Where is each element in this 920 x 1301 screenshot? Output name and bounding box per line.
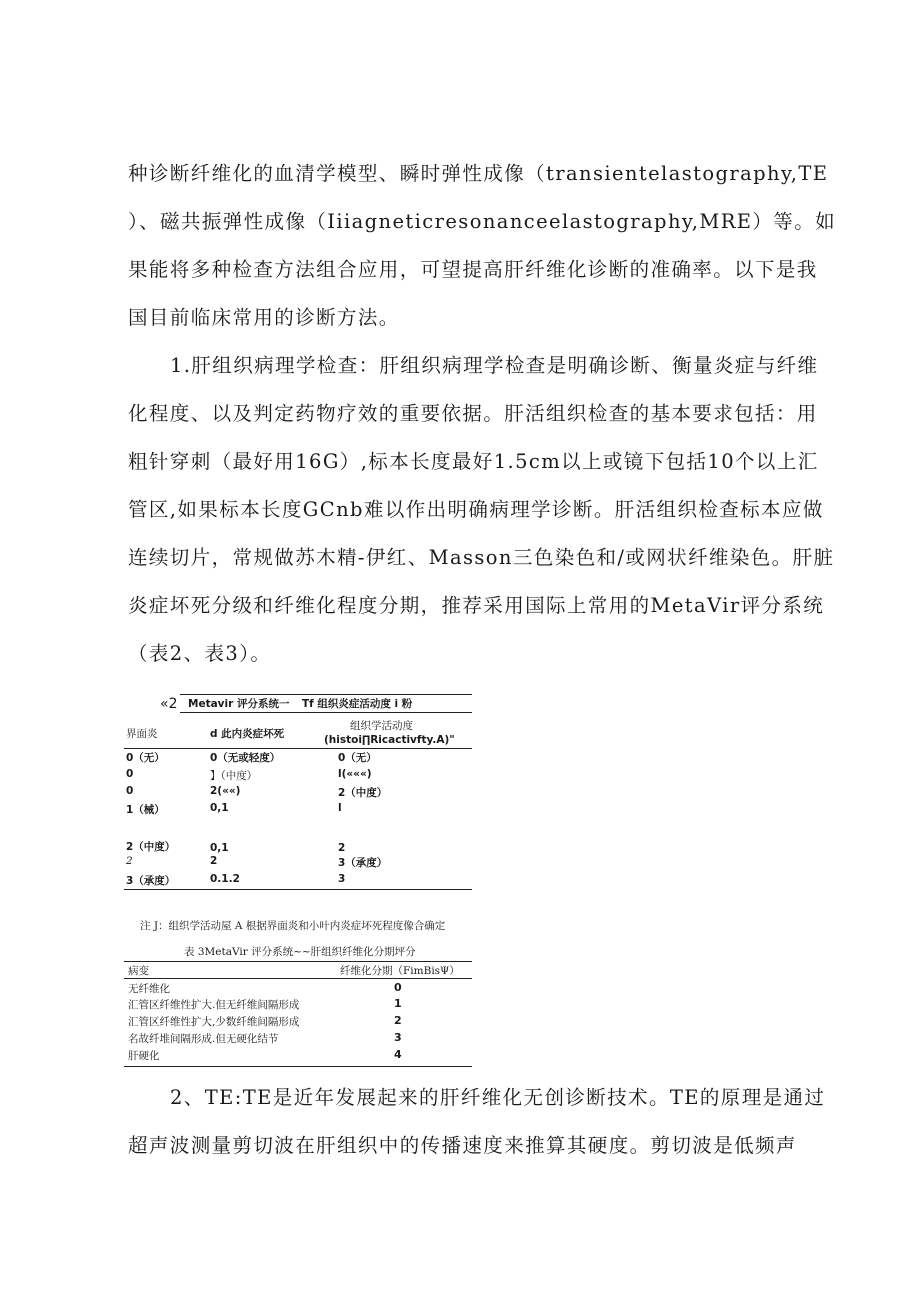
- header-rule: [124, 978, 472, 979]
- header-cell: 纤维化分期（FimBisΨ）: [340, 965, 460, 977]
- table-cell: 4: [394, 1048, 402, 1061]
- table-cell: 2: [126, 855, 133, 867]
- table-cell: 】（中度）: [210, 770, 258, 782]
- text-line: 炎症坏死分级和纤维化程度分期，推荐采用国际上常用的MetaVir评分系统: [128, 594, 825, 617]
- table-cell: 3（承度）: [126, 875, 176, 887]
- table-cell: 2: [210, 855, 218, 867]
- text-line: 种诊断纤维化的血清学模型、瞬时弹性成像（transientelastography,TE: [128, 162, 829, 185]
- text-line: 连续切片，常规做苏木精-伊红、Masson三色染色和/或网状纤维染色。肝脏: [128, 546, 835, 569]
- header-cell: 组织学活动度: [350, 720, 413, 732]
- text-line: （表2、表3）。: [128, 642, 272, 665]
- bottom-rule: [124, 1066, 472, 1067]
- text-line: 2、TE:TE是近年发展起来的肝纤维化无创诊断技术。TE的原理是通过: [170, 1086, 826, 1109]
- paragraph-te: [128, 1074, 826, 1170]
- text-line: 果能将多种检查方法组合应用，可望提高肝纤维化诊断的准确率。以下是我: [128, 258, 818, 281]
- table-cell: 0,1: [210, 802, 229, 814]
- text-line: 管区,如果标本长度GCnb难以作出明确病理学诊断。肝活组织检查标本应做: [128, 498, 824, 521]
- header-cell: (histoi∏Ricactivfty.A)": [324, 734, 455, 746]
- paragraph-intro: [128, 150, 837, 342]
- header-cell: d 此内炎症坏死: [210, 728, 285, 740]
- table-cell: 汇管区纤维性扩大,少数纤维间隔形成: [128, 1016, 300, 1028]
- top-rule: [124, 961, 472, 962]
- header-cell: 病变: [128, 965, 149, 977]
- caption-title: Metavir 评分系统一: [188, 698, 290, 710]
- table-cell: 0.1.2: [210, 873, 240, 885]
- table-caption: 表 3MetaVir 评分系统~~肝组织纤维化分期坪分: [184, 946, 416, 958]
- table-cell: 2（中度）: [338, 787, 388, 799]
- table-cell: 3（承度）: [338, 857, 388, 869]
- table-cell: 0（无或轻度）: [210, 752, 281, 764]
- table-cell: 0: [126, 785, 134, 797]
- table-note: 注 J：组织学活动屋 A 根据界面炎和小叶内炎症坏死程度像合确定: [140, 920, 446, 932]
- table-cell: 1: [394, 997, 402, 1010]
- table-cell: 0: [394, 981, 402, 994]
- body-rule: [124, 748, 472, 749]
- text-line: 化程度、以及判定药物疗效的重要依据。肝活组织检查的基本要求包括：用: [128, 402, 818, 425]
- table-cell: 汇管区纤维性扩大.但无纤维间隔形成: [128, 999, 300, 1011]
- text-line: 国目前临床常用的诊断方法。: [128, 306, 400, 329]
- table-cell: 0（无）: [338, 752, 377, 764]
- header-rule: [180, 712, 472, 713]
- bottom-rule: [124, 889, 472, 890]
- table-cell: 2: [338, 842, 346, 854]
- table-cell: 无纤维化: [128, 983, 170, 995]
- table-caption: [124, 692, 472, 712]
- caption-subtitle: Tf 组织炎症活动度 i 粉: [302, 698, 413, 710]
- table-cell: 3: [394, 1031, 402, 1044]
- text-line: 粗针穿刺（最好用16G）,标本长度最好1.5cm以上或镜下包括10个以上汇: [128, 450, 819, 473]
- table-cell: 0（无）: [126, 752, 165, 764]
- text-line: ）、磁共振弹性成像（Iiiagneticresonanceelastography,MRE）等。如: [128, 210, 837, 233]
- top-rule: [180, 694, 472, 695]
- table-cell: 3: [338, 873, 346, 885]
- table-cell: 2（中度）: [126, 841, 176, 853]
- table-number: «2: [160, 696, 178, 712]
- table-cell: 0,1: [210, 842, 229, 854]
- table-cell: l: [338, 802, 342, 814]
- table-cell: 2: [394, 1014, 402, 1027]
- table-cell: 名故纤堆间隔形成.但无硬化结节: [128, 1033, 279, 1045]
- table-cell: l(«««): [338, 768, 372, 780]
- table-cell: 2(««): [210, 785, 241, 797]
- table-cell: 0: [126, 768, 134, 780]
- header-cell: 界面炎: [126, 728, 158, 740]
- text-line: 1.肝组织病理学检查：肝组织病理学检查是明确诊断、衡量炎症与纤维: [170, 354, 819, 377]
- table-cell: 1（械）: [126, 804, 165, 816]
- text-line: 超声波测量剪切波在肝组织中的传播速度来推算其硬度。剪切波是低频声: [128, 1134, 797, 1157]
- paragraph-biopsy: [128, 342, 835, 678]
- table-cell: 肝硬化: [128, 1050, 160, 1062]
